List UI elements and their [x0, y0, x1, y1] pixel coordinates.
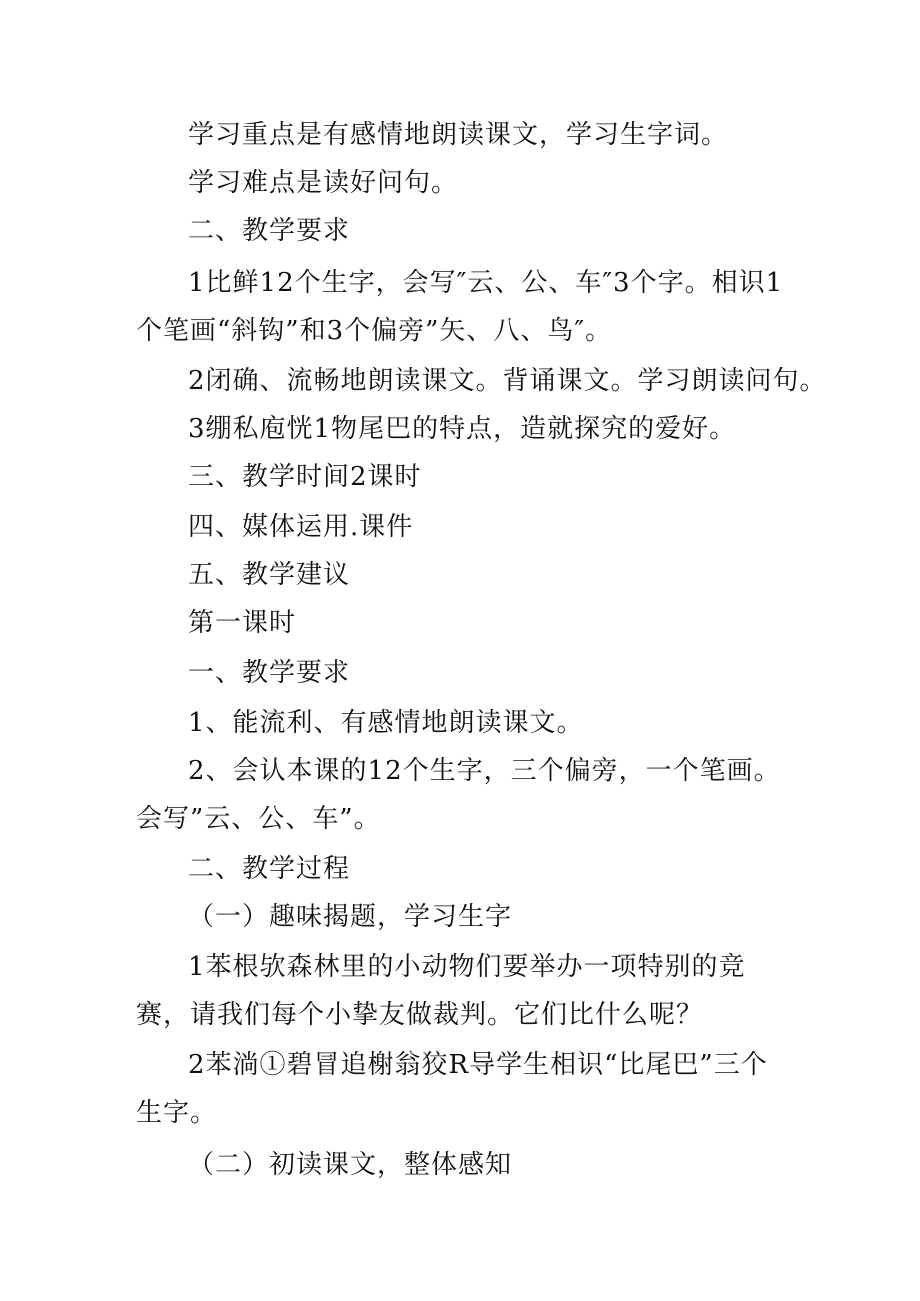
- requirement-3: 3绷私庖恍1物尾巴的特点，造就探究的爱好。: [188, 414, 737, 444]
- lesson-requirement-1: 1、能流利、有感情地朗读课文。: [188, 708, 584, 738]
- paragraph-key-point: 学习重点是有感情地朗读课文，学习生字词。: [188, 120, 729, 150]
- requirement-2: 2闭确、流畅地朗读课文。背诵课文。学习朗读问句。: [188, 366, 827, 396]
- heading-teaching-process: 二、教学过程: [188, 854, 351, 884]
- heading-teaching-requirements: 二、教学要求: [188, 216, 351, 246]
- heading-suggestions: 五、教学建议: [188, 560, 351, 590]
- subheading-part-two: （二）初读课文，整体感知: [188, 1150, 513, 1180]
- subheading-part-one: （一）趣味揭题，学习生字: [188, 902, 513, 932]
- heading-media: 四、媒体运用.课件: [188, 512, 414, 542]
- paragraph-difficulty: 学习难点是读好问句。: [188, 168, 459, 198]
- step-2-line-2: 生字。: [136, 1098, 218, 1128]
- step-2-line-1: 2苯淌①碧冒追榭翁狡R导学生相识“比尾巴”三个: [188, 1050, 768, 1080]
- heading-teaching-time: 三、教学时间2课时: [188, 462, 422, 492]
- step-1-line-1: 1苯根欤森林里的小动物们要举办一项特别的竞: [188, 952, 746, 982]
- lesson-requirement-2-line-2: 会写”云、公、车”。: [136, 804, 381, 834]
- heading-lesson-requirements: 一、教学要求: [188, 658, 351, 688]
- requirement-1-line-2: 个笔画“斜钩”和3个偏旁”矢、八、鸟″。: [136, 316, 613, 346]
- requirement-1-line-1: 1比鲜12个生字，会写″云、公、车″3个字。相识1: [188, 268, 784, 298]
- step-1-line-2: 赛，请我们每个小挚友做裁判。它们比什么呢？: [136, 1000, 704, 1030]
- heading-first-lesson: 第一课时: [188, 608, 297, 638]
- lesson-requirement-2-line-1: 2、会认本课的12个生字，三个偏旁，一个笔画。: [188, 756, 781, 786]
